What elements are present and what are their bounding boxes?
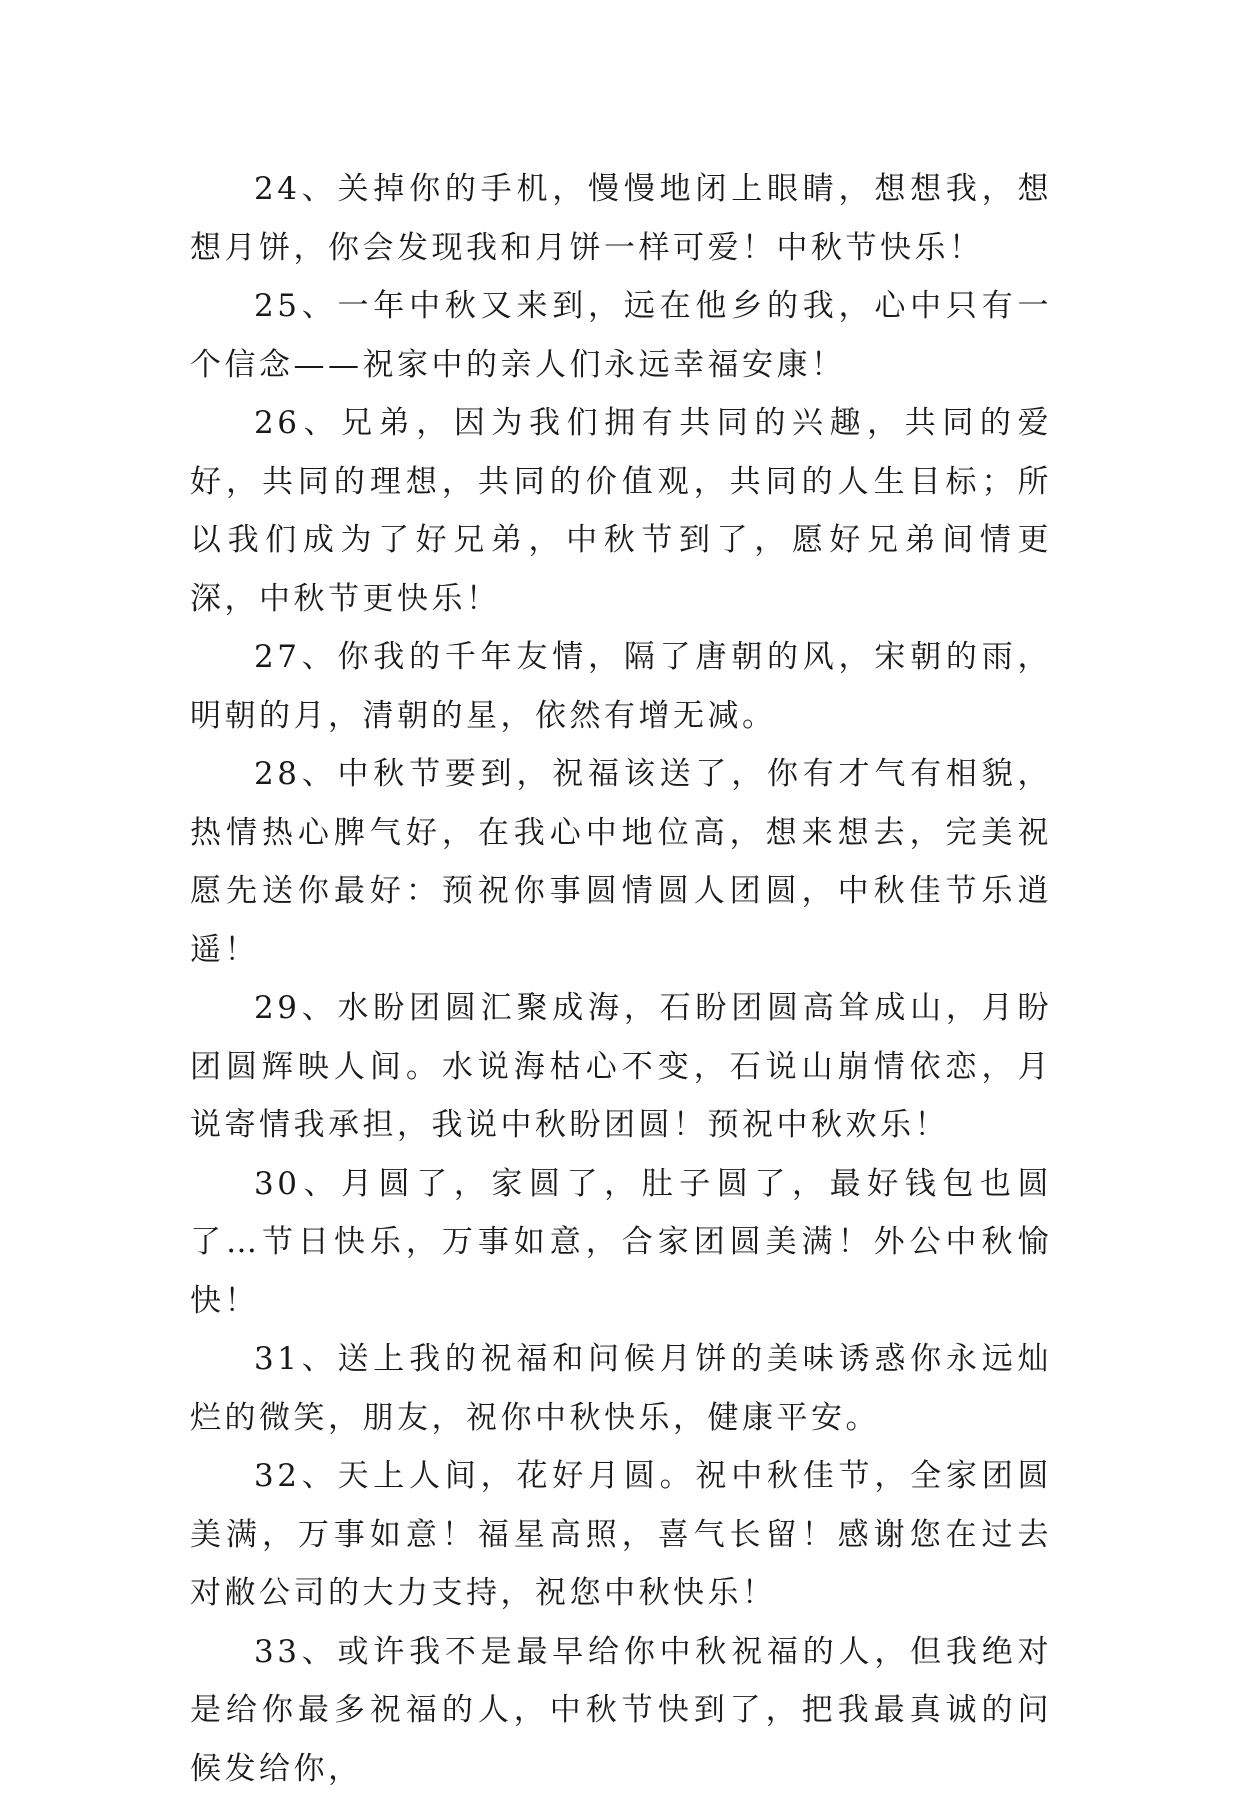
paragraph-32: 32、天上人间，花好月圆。祝中秋佳节，全家团圆美满，万事如意！福星高照，喜气长留！感谢您在过去对敝公司的大力支持，祝您中秋快乐！ — [190, 1447, 1052, 1623]
paragraph-29: 29、水盼团圆汇聚成海，石盼团圆高耸成山，月盼团圆辉映人间。水说海枯心不变，石说山崩情依恋，月说寄情我承担，我说中秋盼团圆！预祝中秋欢乐！ — [190, 979, 1052, 1155]
paragraph-25: 25、一年中秋又来到，远在他乡的我，心中只有一个信念——祝家中的亲人们永远幸福安康！ — [190, 277, 1052, 394]
paragraph-33: 33、或许我不是最早给你中秋祝福的人，但我绝对是给你最多祝福的人，中秋节快到了，把我最真诚的问候发给你， — [190, 1623, 1052, 1798]
paragraph-31: 31、送上我的祝福和问候月饼的美味诱惑你永远灿烂的微笑，朋友，祝你中秋快乐，健康平安。 — [190, 1330, 1052, 1447]
document-body — [190, 160, 1052, 1798]
paragraph-30: 30、月圆了，家圆了，肚子圆了，最好钱包也圆了…节日快乐，万事如意，合家团圆美满！外公中秋愉快！ — [190, 1155, 1052, 1331]
paragraph-27: 27、你我的千年友情，隔了唐朝的风，宋朝的雨，明朝的月，清朝的星，依然有增无减。 — [190, 628, 1052, 745]
paragraph-28: 28、中秋节要到，祝福该送了，你有才气有相貌，热情热心脾气好，在我心中地位高，想来想去，完美祝愿先送你最好：预祝你事圆情圆人团圆，中秋佳节乐逍遥！ — [190, 745, 1052, 979]
paragraph-26: 26、兄弟，因为我们拥有共同的兴趣，共同的爱好，共同的理想，共同的价值观，共同的人生目标；所以我们成为了好兄弟，中秋节到了，愿好兄弟间情更深，中秋节更快乐！ — [190, 394, 1052, 628]
paragraph-24: 24、关掉你的手机，慢慢地闭上眼睛，想想我，想想月饼，你会发现我和月饼一样可爱！中秋节快乐！ — [190, 160, 1052, 277]
